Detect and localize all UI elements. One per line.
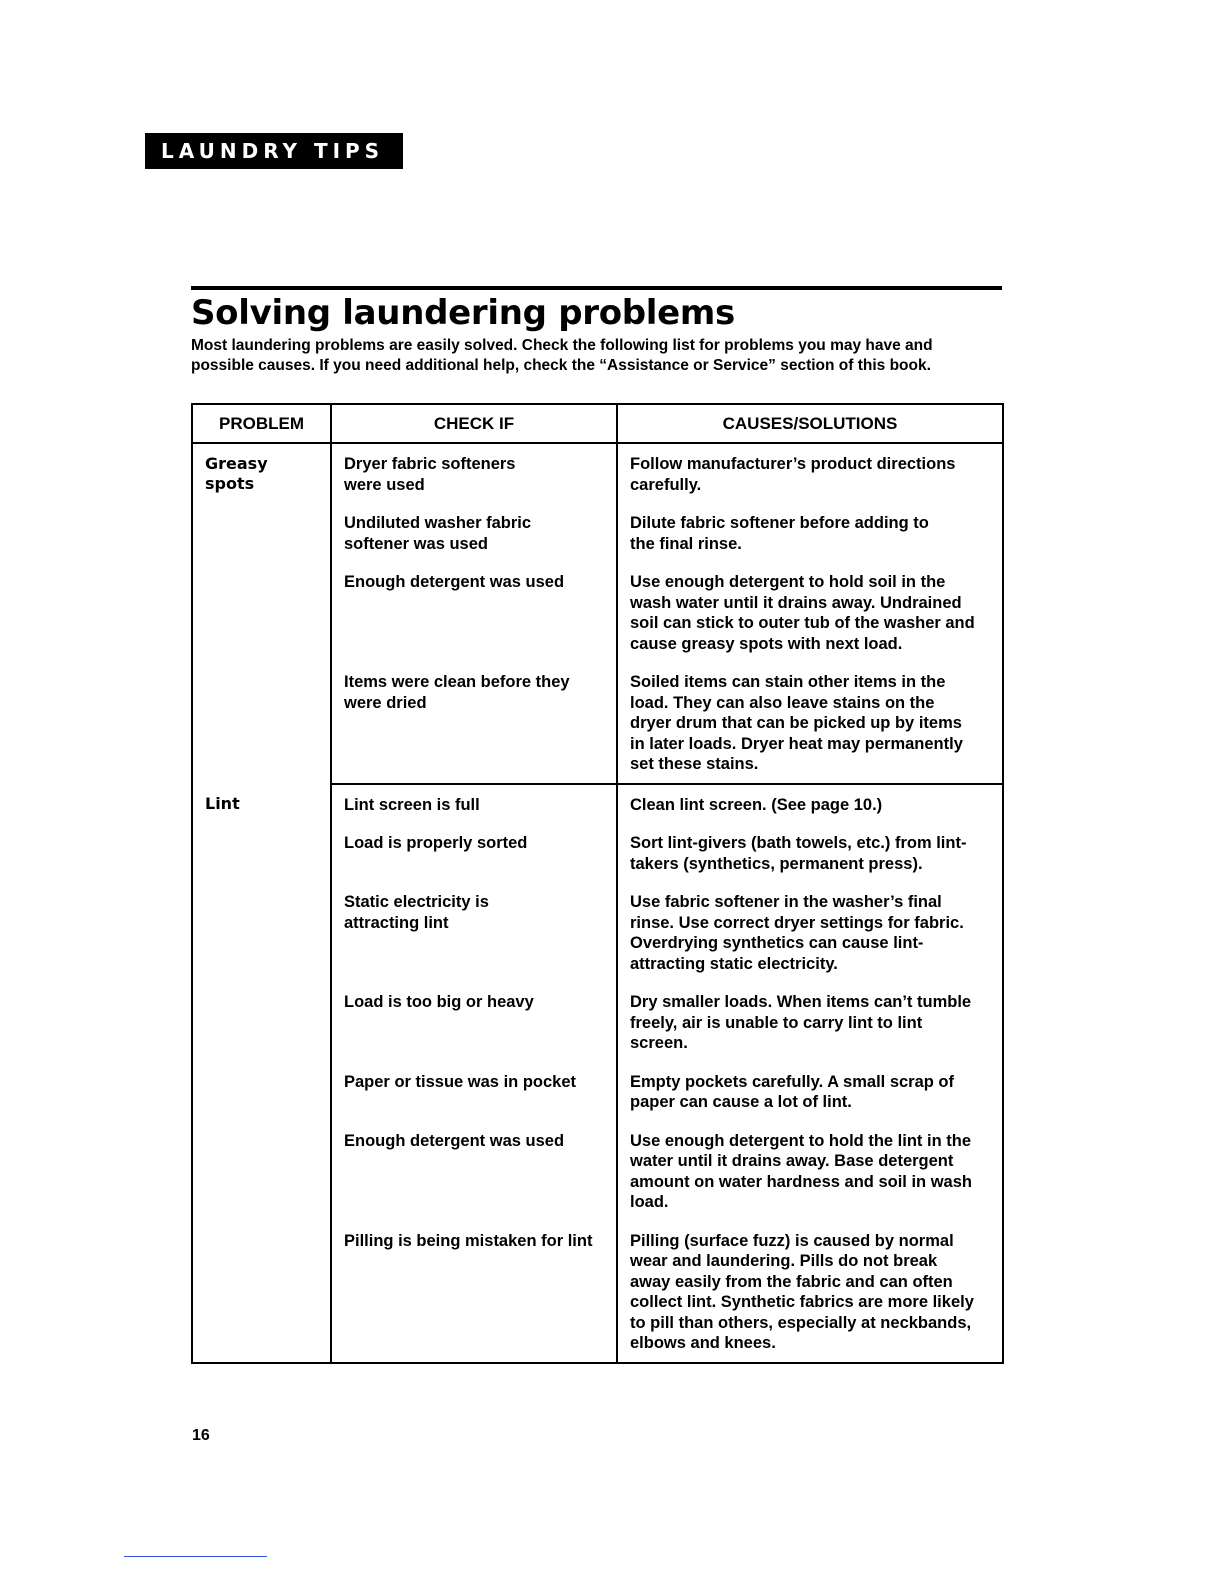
section-tab-laundry-tips: LAUNDRY TIPS [145, 133, 403, 169]
header-check-if: CHECK IF [331, 404, 617, 443]
page-title: Solving laundering problems [191, 293, 735, 333]
solution-text: Use fabric softener in the washer’s final rinse. Use correct dryer settings for fabric. Overdrying synthetics can cause lint- attracting static electricity. [630, 893, 964, 973]
solution-text: Pilling (surface fuzz) is caused by normal wear and laundering. Pills do not break away easily from the fabric and can often collect lint. Synthetic fabrics are more likely to pill than others, especially at neckbands, elbows and knees. [630, 1231, 974, 1352]
footer-link-underline [124, 1556, 267, 1557]
solution-cell [617, 882, 1003, 982]
check-cell [331, 662, 617, 784]
solution-cell [617, 982, 1003, 1062]
solution-text: Clean lint screen. (See page 10.) [630, 795, 883, 814]
header-causes-solutions: CAUSES/SOLUTIONS [617, 404, 1003, 443]
solution-cell [617, 784, 1003, 824]
problem-label: Greasy spots [205, 454, 268, 493]
solution-cell [617, 562, 1003, 662]
problem-label: Lint [205, 793, 240, 813]
page-number: 16 [192, 1427, 210, 1444]
solution-text: Dry smaller loads. When items can’t tumble freely, air is unable to carry lint to lint screen. [630, 993, 972, 1052]
solution-text: Use enough detergent to hold soil in the wash water until it drains away. Undrained soil can stick to outer tub of the washer and cause greasy spots with next load. [630, 573, 975, 653]
check-cell [331, 1062, 617, 1121]
solution-text: Empty pockets carefully. A small scrap of paper can cause a lot of lint. [630, 1072, 955, 1111]
check-cell [331, 503, 617, 562]
check-text: Enough detergent was used [344, 573, 565, 591]
check-text: Enough detergent was used [344, 1131, 565, 1150]
problem-cell-lint [192, 784, 331, 1363]
solution-text: Follow manufacturer’s product directions carefully. [630, 455, 956, 494]
table-header-row [192, 404, 1003, 443]
solution-cell [617, 1062, 1003, 1121]
check-text: Items were clean before they were dried [344, 673, 570, 712]
check-cell [331, 1221, 617, 1363]
solution-text: Dilute fabric softener before adding to the final rinse. [630, 514, 929, 553]
solution-text: Soiled items can stain other items in the load. They can also leave stains on the dryer drum that can be picked up by items in later loads. Dryer heat may permanently set these stains. [630, 673, 963, 773]
check-text: Load is properly sorted [344, 834, 528, 852]
check-text: Lint screen is full [344, 795, 480, 814]
check-text: Load is too big or heavy [344, 993, 534, 1011]
solution-cell [617, 823, 1003, 882]
solution-cell [617, 1121, 1003, 1221]
check-cell [331, 443, 617, 503]
check-text: Undiluted washer fabric softener was used [344, 514, 532, 553]
solution-text: Use enough detergent to hold the lint in the water until it drains away. Base detergent amount on water hardness and soil in wash load. [630, 1131, 972, 1211]
check-text: Pilling is being mistaken for lint [344, 1231, 593, 1250]
check-cell [331, 562, 617, 662]
title-rule [191, 286, 1002, 290]
check-cell [331, 882, 617, 982]
solution-cell [617, 1221, 1003, 1363]
solution-text: Sort lint-givers (bath towels, etc.) from lint- takers (synthetics, permanent press). [630, 834, 967, 873]
header-problem: PROBLEM [192, 404, 331, 443]
check-cell [331, 982, 617, 1062]
troubleshooting-table [191, 403, 1004, 1364]
solution-cell [617, 443, 1003, 503]
check-cell [331, 784, 617, 824]
solution-cell [617, 662, 1003, 784]
check-cell [331, 823, 617, 882]
check-text: Paper or tissue was in pocket [344, 1072, 576, 1091]
check-text: Static electricity is attracting lint [344, 893, 489, 932]
table-row [192, 443, 1003, 503]
table-row [192, 784, 1003, 824]
solution-cell [617, 503, 1003, 562]
check-text: Dryer fabric softeners were used [344, 455, 516, 494]
check-cell [331, 1121, 617, 1221]
intro-paragraph: Most laundering problems are easily solved. Check the following list for problems you may have and possible causes. If you need additional help, check the “Assistance or Service” section of this book. [191, 337, 933, 374]
problem-cell-greasy-spots [192, 443, 331, 784]
